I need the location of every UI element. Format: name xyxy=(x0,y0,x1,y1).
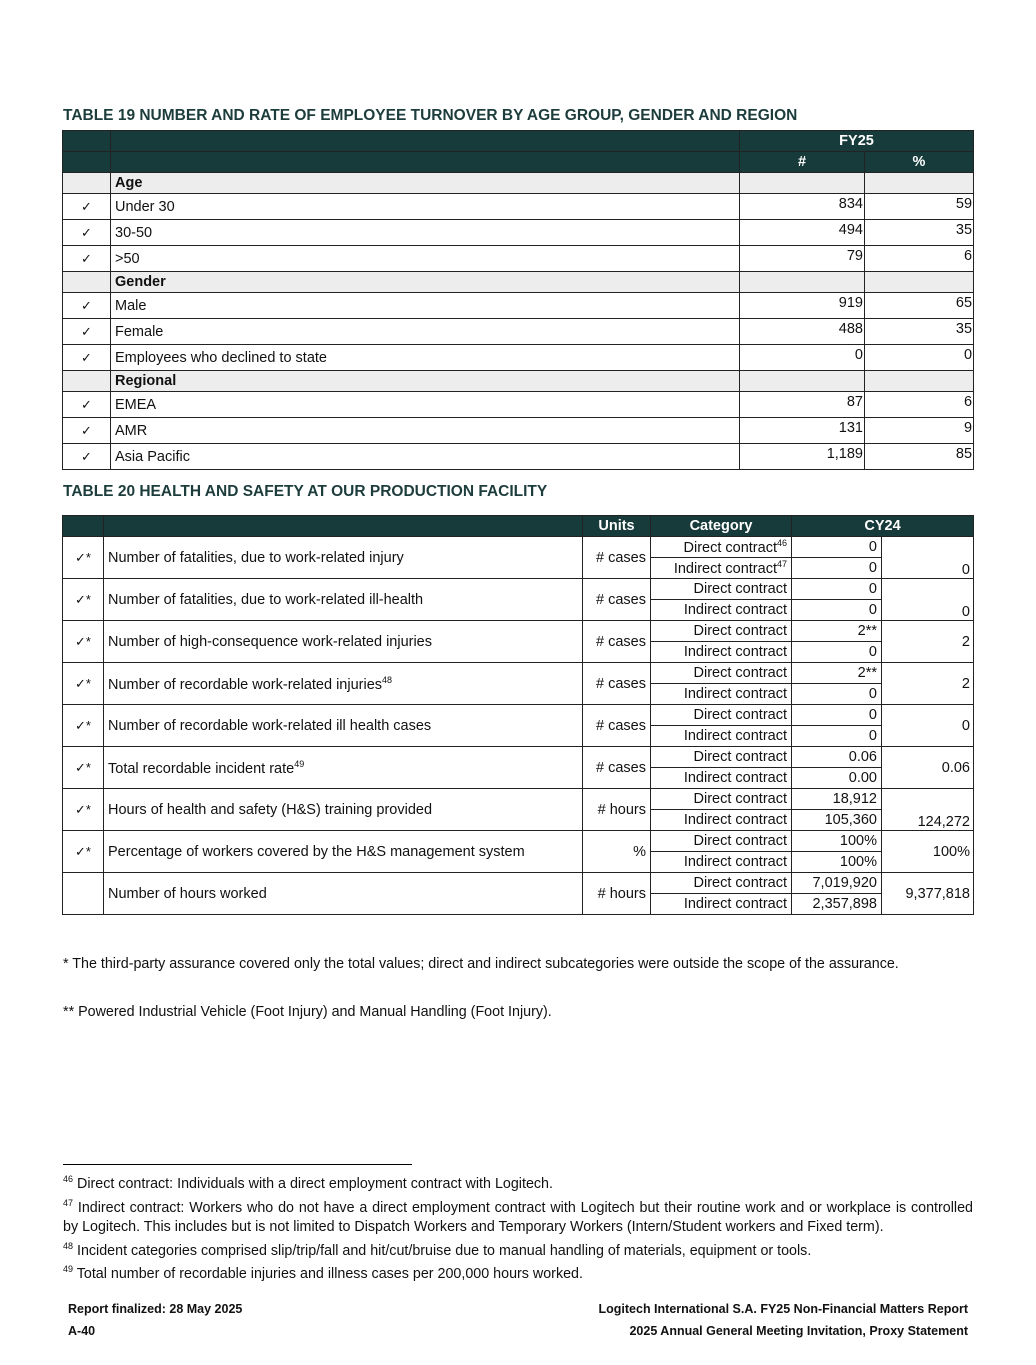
total-value: 2 xyxy=(882,621,974,663)
period-header: CY24 xyxy=(792,516,974,537)
check-icon: ✓* xyxy=(63,831,104,873)
count-cell: 131 xyxy=(740,418,865,444)
footnote-number: 48 xyxy=(63,1240,74,1251)
total-value: 0 xyxy=(882,579,974,621)
count-cell: 919 xyxy=(740,293,865,319)
table-row xyxy=(63,392,974,418)
indirect-value: 0 xyxy=(792,600,882,621)
table-row xyxy=(63,663,974,684)
row-label: >50 xyxy=(111,246,740,272)
check-icon: ✓* xyxy=(63,789,104,831)
total-value: 100% xyxy=(882,831,974,873)
check-icon: ✓* xyxy=(63,663,104,705)
direct-value: 0 xyxy=(792,705,882,726)
indirect-value: 0 xyxy=(792,558,882,579)
count-cell: 87 xyxy=(740,392,865,418)
category-direct: Direct contract xyxy=(693,875,787,891)
units-cell: # cases xyxy=(583,579,651,621)
category-direct: Direct contract xyxy=(693,707,787,723)
footnote-ref: 46 xyxy=(776,538,787,549)
count-cell: 0 xyxy=(740,345,865,371)
row-label: Number of fatalities, due to work-related injury xyxy=(108,549,404,566)
count-cell: 79 xyxy=(740,246,865,272)
indirect-value: 0 xyxy=(792,726,882,747)
category-direct: Direct contract xyxy=(693,791,787,807)
category-direct: Direct contract xyxy=(683,539,777,556)
section-row xyxy=(63,272,974,293)
check-icon: ✓ xyxy=(63,293,111,319)
check-icon: ✓* xyxy=(63,579,104,621)
check-icon: ✓ xyxy=(63,444,111,470)
section-label: Age xyxy=(111,173,740,194)
total-value: 9,377,818 xyxy=(882,873,974,915)
footnote-text: Total number of recordable injuries and illness cases per 200,000 hours worked. xyxy=(73,1266,583,1283)
table-row xyxy=(63,194,974,220)
indirect-value: 0 xyxy=(792,684,882,705)
percent-cell: 65 xyxy=(865,293,974,319)
table-row xyxy=(63,579,974,600)
health-safety-table xyxy=(62,515,974,915)
direct-value: 7,019,920 xyxy=(792,873,882,894)
category-direct: Direct contract xyxy=(693,581,787,597)
units-header: Units xyxy=(583,516,651,537)
row-label: Number of recordable work-related ill health cases xyxy=(108,717,432,734)
row-label: Number of fatalities, due to work-related ill-health xyxy=(108,591,424,608)
section-row xyxy=(63,371,974,392)
row-label: Under 30 xyxy=(111,194,740,220)
table-20-title: TABLE 20 HEALTH AND SAFETY AT OUR PRODUCTION FACILITY xyxy=(63,483,548,500)
units-cell: # cases xyxy=(583,705,651,747)
check-icon: ✓* xyxy=(63,621,104,663)
table-row xyxy=(63,444,974,470)
agm-title: 2025 Annual General Meeting Invitation, Proxy Statement xyxy=(629,1324,968,1338)
row-label: Number of high-consequence work-related injuries xyxy=(108,633,432,650)
check-icon: ✓ xyxy=(63,418,111,444)
row-label: Asia Pacific xyxy=(111,444,740,470)
table-row xyxy=(63,747,974,768)
row-label: Female xyxy=(111,319,740,345)
direct-value: 18,912 xyxy=(792,789,882,810)
count-cell: 1,189 xyxy=(740,444,865,470)
category-direct: Direct contract xyxy=(693,623,787,639)
footnote-ref: 47 xyxy=(776,559,787,570)
percent-cell: 59 xyxy=(865,194,974,220)
table-row xyxy=(63,345,974,371)
check-icon: ✓ xyxy=(63,246,111,272)
footnote-ref: 48 xyxy=(382,674,393,685)
total-value: 0.06 xyxy=(882,747,974,789)
footnote-text: Incident categories comprised slip/trip/fall and hit/cut/bruise due to manual handling of materials, equipment or tools. xyxy=(73,1242,812,1259)
footnote-ref: 49 xyxy=(294,758,305,769)
period-header: FY25 xyxy=(740,131,974,152)
footnote-number: 47 xyxy=(63,1197,74,1208)
category-direct: Direct contract xyxy=(693,833,787,849)
category-indirect: Indirect contract xyxy=(683,602,787,618)
indirect-value: 2,357,898 xyxy=(792,894,882,915)
direct-value: 100% xyxy=(792,831,882,852)
direct-value: 0.06 xyxy=(792,747,882,768)
direct-value: 2** xyxy=(792,663,882,684)
footnote xyxy=(63,1260,973,1284)
total-value: 0 xyxy=(882,537,974,579)
count-cell: 494 xyxy=(740,220,865,246)
category-header: Category xyxy=(651,516,792,537)
row-label: Number of recordable work-related injuries xyxy=(108,676,383,693)
table-row xyxy=(63,293,974,319)
units-cell: # cases xyxy=(583,747,651,789)
check-icon: ✓* xyxy=(63,705,104,747)
total-value: 124,272 xyxy=(882,789,974,831)
category-indirect: Indirect contract xyxy=(683,854,787,870)
category-indirect: Indirect contract xyxy=(683,812,787,828)
check-icon: ✓ xyxy=(63,220,111,246)
check-icon: ✓ xyxy=(63,345,111,371)
indirect-value: 0 xyxy=(792,642,882,663)
report-finalized-date: Report finalized: 28 May 2025 xyxy=(68,1302,243,1316)
units-cell: % xyxy=(583,831,651,873)
check-icon: ✓ xyxy=(63,194,111,220)
units-cell: # cases xyxy=(583,537,651,579)
employee-turnover-table xyxy=(62,130,974,470)
row-label: Number of hours worked xyxy=(108,885,267,902)
check-icon: ✓* xyxy=(63,747,104,789)
footnote xyxy=(63,1237,973,1261)
table-row xyxy=(63,537,974,558)
injury-note: ** Powered Industrial Vehicle (Foot Injury) and Manual Handling (Foot Injury). xyxy=(63,1004,552,1020)
count-cell: 488 xyxy=(740,319,865,345)
count-header: # xyxy=(740,152,865,173)
category-indirect: Indirect contract xyxy=(683,728,787,744)
table-row xyxy=(63,621,974,642)
footnote-text: Indirect contract: Workers who do not have a direct employment contract with Logitech but their routine work and or workplace is controlled by Logitech. This includes but is not limited to Dispatch Workers and Temporary Workers (Intern/Student workers and Fixed term). xyxy=(63,1199,973,1235)
direct-value: 0 xyxy=(792,537,882,558)
table-row xyxy=(63,831,974,852)
section-label: Regional xyxy=(111,371,740,392)
footnote xyxy=(63,1170,973,1194)
table-row xyxy=(63,220,974,246)
row-label: Male xyxy=(111,293,740,319)
category-indirect: Indirect contract xyxy=(683,896,787,912)
percent-cell: 9 xyxy=(865,418,974,444)
percent-cell: 6 xyxy=(865,246,974,272)
row-label: AMR xyxy=(111,418,740,444)
percent-cell: 85 xyxy=(865,444,974,470)
table-19-title: TABLE 19 NUMBER AND RATE OF EMPLOYEE TURNOVER BY AGE GROUP, GENDER AND REGION xyxy=(63,107,798,124)
footnote-number: 46 xyxy=(63,1174,74,1184)
assurance-note: * The third-party assurance covered only the total values; direct and indirect subcategories were outside the scope of the assurance. xyxy=(63,956,899,972)
section-label: Gender xyxy=(111,272,740,293)
category-direct: Direct contract xyxy=(693,665,787,681)
units-cell: # cases xyxy=(583,663,651,705)
total-value: 2 xyxy=(882,663,974,705)
footnote-number: 49 xyxy=(63,1264,74,1275)
percent-cell: 35 xyxy=(865,319,974,345)
table-row xyxy=(63,789,974,810)
units-cell: # hours xyxy=(583,873,651,915)
count-cell: 834 xyxy=(740,194,865,220)
table-row xyxy=(63,246,974,272)
footnote-text: Direct contract: Individuals with a direct employment contract with Logitech. xyxy=(73,1175,553,1192)
indirect-value: 0.00 xyxy=(792,768,882,789)
category-indirect: Indirect contract xyxy=(673,560,777,577)
footnotes xyxy=(63,1170,973,1284)
footnote xyxy=(63,1194,973,1237)
indirect-value: 105,360 xyxy=(792,810,882,831)
row-label: Employees who declined to state xyxy=(111,345,740,371)
table-row xyxy=(63,873,974,894)
percent-header: % xyxy=(865,152,974,173)
page-number: A-40 xyxy=(68,1324,96,1338)
category-indirect: Indirect contract xyxy=(683,770,787,786)
footnote-divider xyxy=(63,1164,412,1165)
table-row xyxy=(63,418,974,444)
check-icon: ✓* xyxy=(63,537,104,579)
category-direct: Direct contract xyxy=(693,749,787,765)
percent-cell: 6 xyxy=(865,392,974,418)
row-label: Hours of health and safety (H&S) training provided xyxy=(108,801,433,818)
units-cell: # cases xyxy=(583,621,651,663)
category-indirect: Indirect contract xyxy=(683,644,787,660)
row-label: EMEA xyxy=(111,392,740,418)
category-indirect: Indirect contract xyxy=(683,686,787,702)
check-icon: ✓ xyxy=(63,392,111,418)
row-label: Percentage of workers covered by the H&S management system xyxy=(108,843,525,860)
section-row xyxy=(63,173,974,194)
check-icon xyxy=(63,873,104,915)
table-row xyxy=(63,319,974,345)
direct-value: 2** xyxy=(792,621,882,642)
percent-cell: 35 xyxy=(865,220,974,246)
table-row xyxy=(63,705,974,726)
row-label: 30-50 xyxy=(111,220,740,246)
percent-cell: 0 xyxy=(865,345,974,371)
check-icon: ✓ xyxy=(63,319,111,345)
report-name: Logitech International S.A. FY25 Non-Financial Matters Report xyxy=(598,1302,968,1316)
indirect-value: 100% xyxy=(792,852,882,873)
direct-value: 0 xyxy=(792,579,882,600)
units-cell: # hours xyxy=(583,789,651,831)
row-label: Total recordable incident rate xyxy=(108,760,295,777)
total-value: 0 xyxy=(882,705,974,747)
